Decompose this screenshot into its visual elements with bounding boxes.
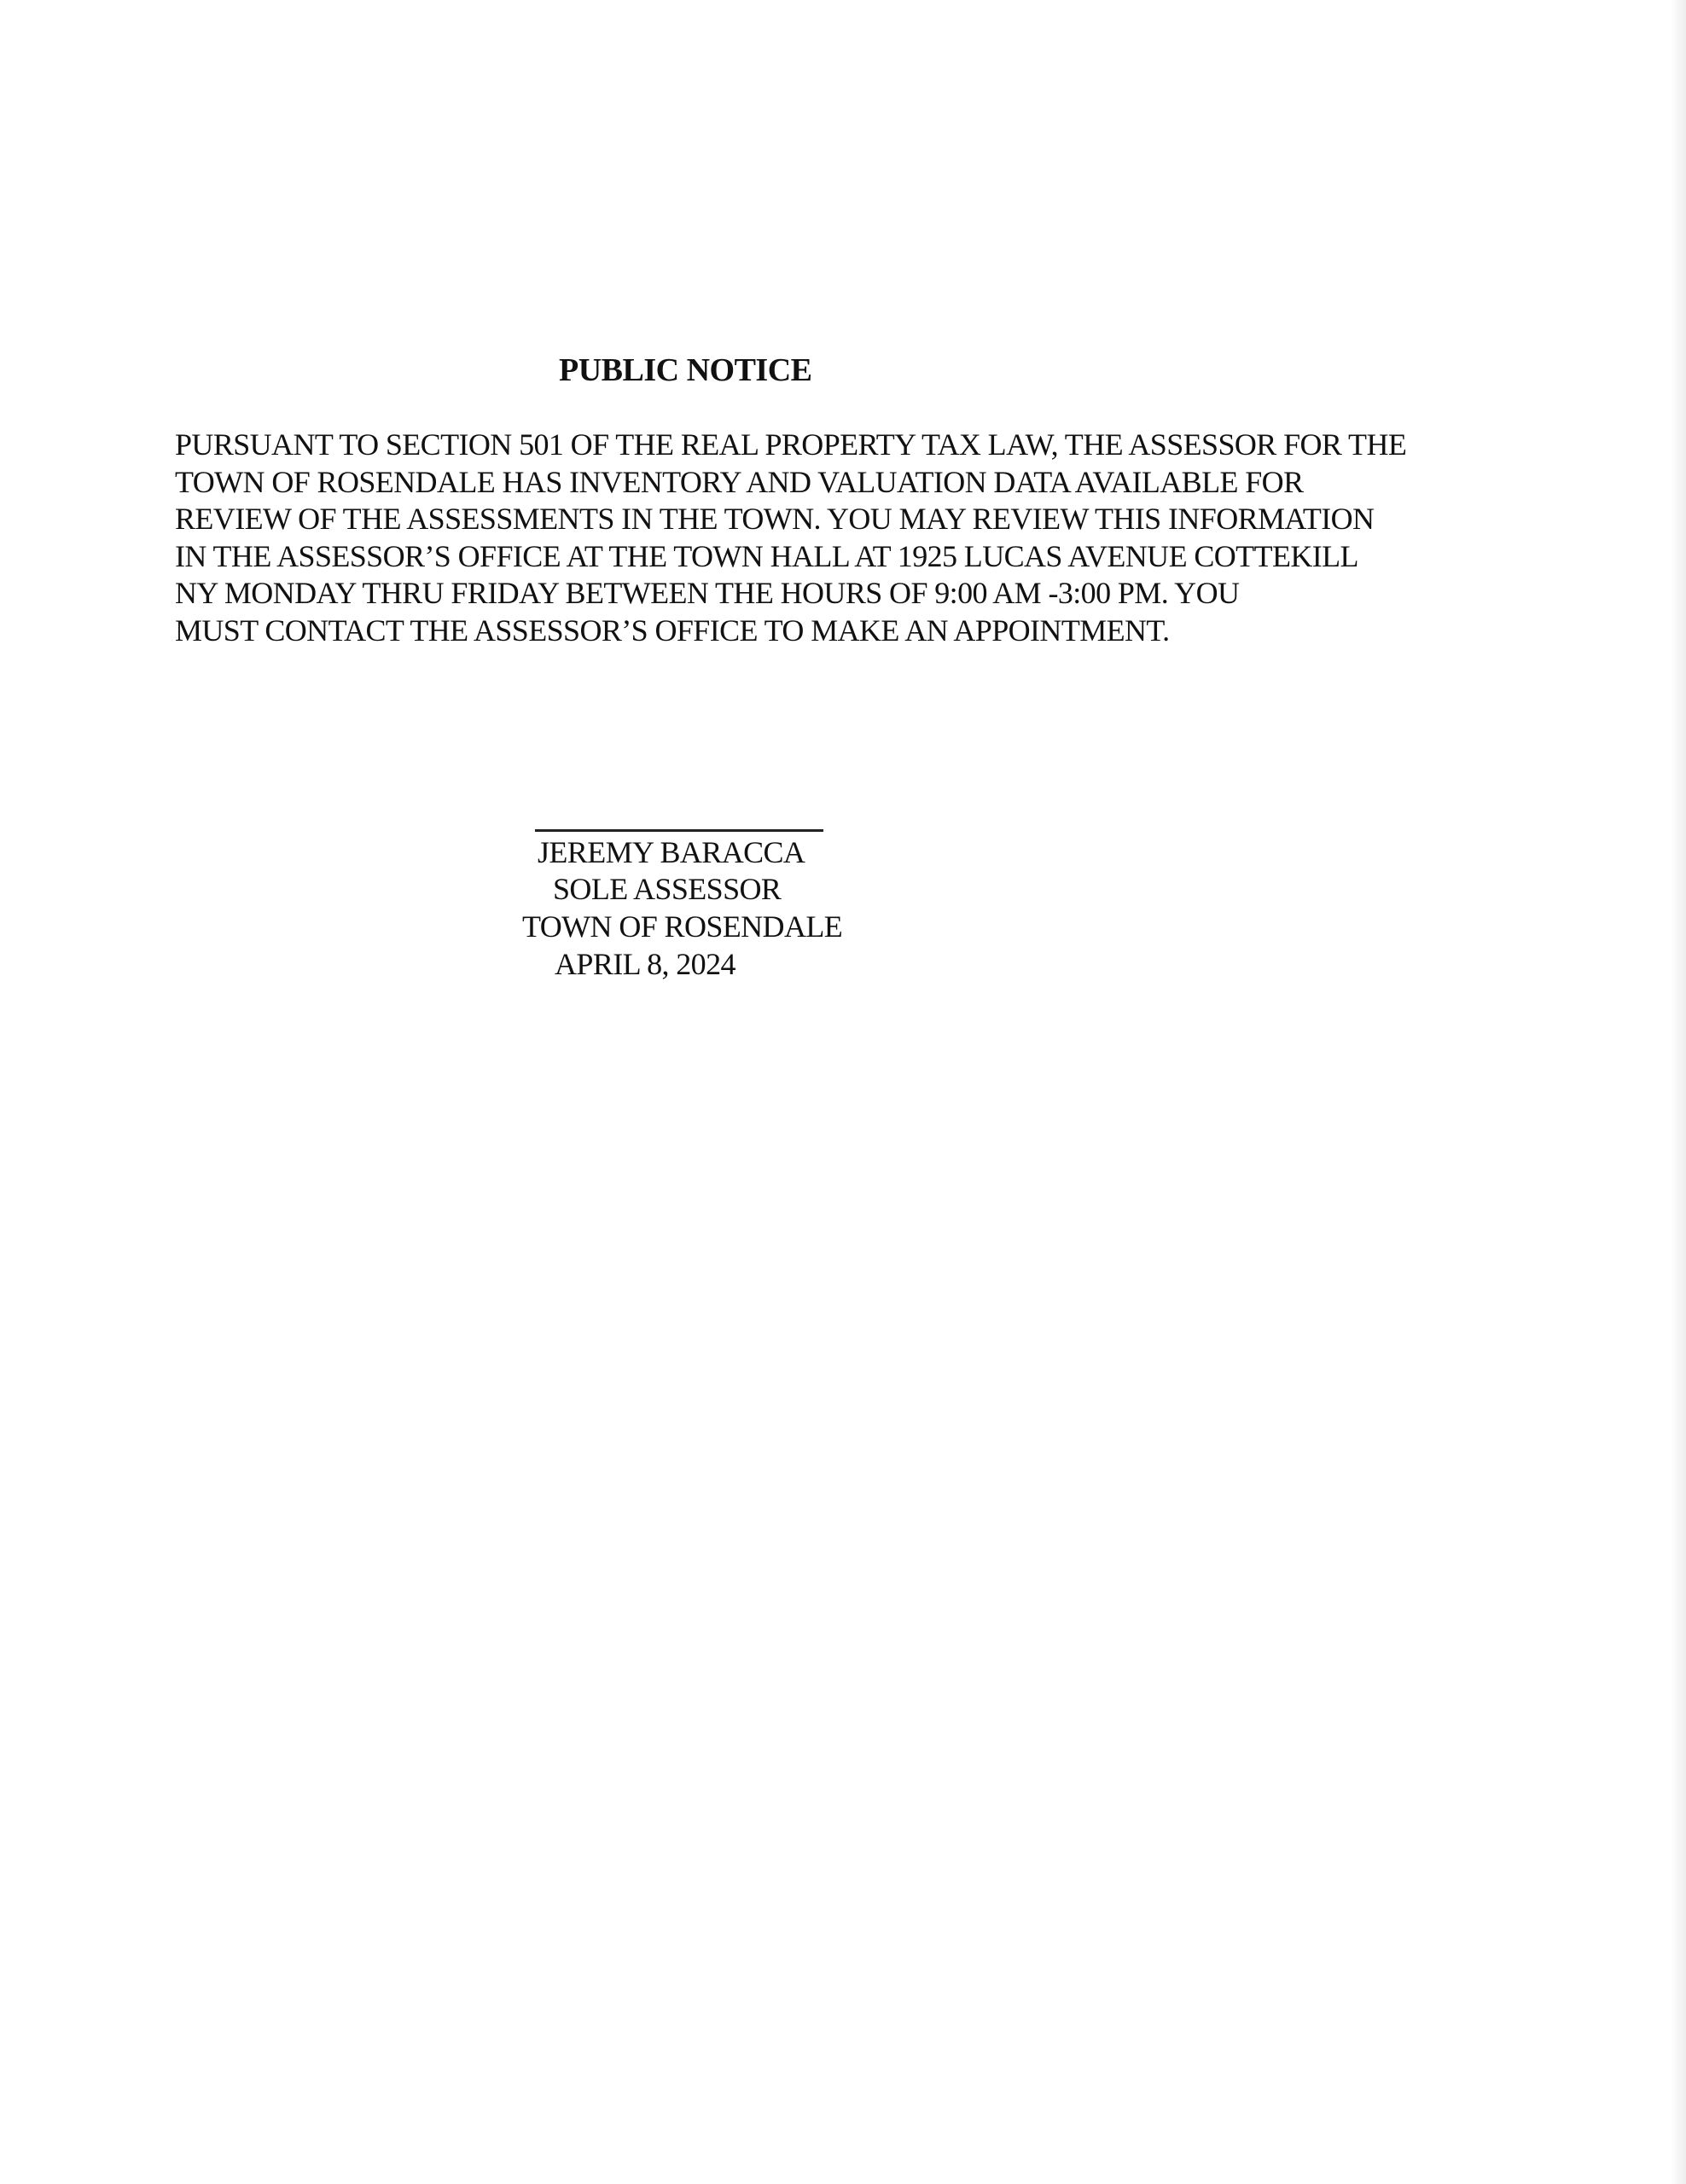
notice-body-line: TOWN OF ROSENDALE HAS INVENTORY AND VALUATION DATA AVAILABLE FOR bbox=[175, 464, 1304, 499]
notice-body-line: MUST CONTACT THE ASSESSOR’S OFFICE TO MAKE AN APPOINTMENT. bbox=[175, 613, 1170, 648]
notice-body-line: PURSUANT TO SECTION 501 OF THE REAL PROPERTY TAX LAW, THE ASSESSOR FOR THE bbox=[175, 427, 1407, 462]
notice-body-line: NY MONDAY THRU FRIDAY BETWEEN THE HOURS OF 9:00 AM -3:00 PM. YOU bbox=[175, 576, 1240, 610]
notice-body-line: REVIEW OF THE ASSESSMENTS IN THE TOWN. YOU MAY REVIEW THIS INFORMATION bbox=[175, 502, 1375, 536]
notice-body-line: IN THE ASSESSOR’S OFFICE AT THE TOWN HALL AT 1925 LUCAS AVENUE COTTEKILL bbox=[175, 538, 1358, 573]
signatory-name: JEREMY BARACCA bbox=[538, 835, 805, 869]
notice-title: PUBLIC NOTICE bbox=[559, 352, 812, 388]
signatory-town: TOWN OF ROSENDALE bbox=[522, 909, 843, 944]
notice-date: APRIL 8, 2024 bbox=[555, 947, 735, 981]
signature-line bbox=[535, 829, 823, 832]
signatory-title: SOLE ASSESSOR bbox=[553, 872, 782, 906]
page-edge-shadow bbox=[1671, 0, 1686, 2184]
notice-body bbox=[175, 427, 1625, 649]
